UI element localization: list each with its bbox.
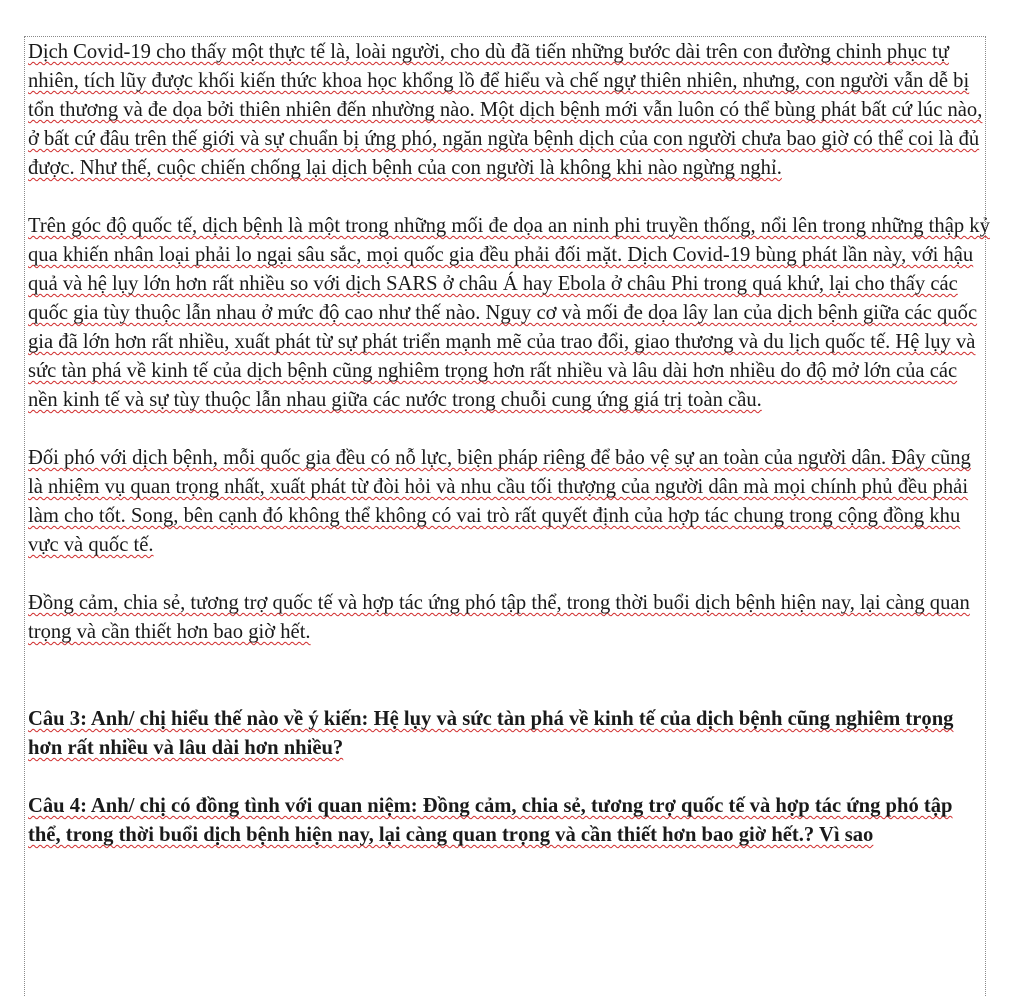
question-3: Câu 3: Anh/ chị hiểu thế nào về ý kiến: Hệ lụy và sức tàn phá về kinh tế của dịch bệnh cũng nghiêm trọng hơn rất nhiều và lâu dài hơn nhiều?	[28, 708, 954, 759]
paragraph-2: Trên góc độ quốc tế, dịch bệnh là một trong những mối đe dọa an ninh phi truyền thống, nổi lên trong những thập kỷ qua khiến nhân loại phải lo ngại sâu sắc, mọi quốc gia đều phải đối mặt. Dịch Covid-19 bùng phát lần này, với hậu quả và hệ lụy lớn hơn rất nhiều so với dịch SARS ở châu Á hay Ebola ở châu Phi trong quá khứ, lại cho thấy các quốc gia tùy thuộc lẫn nhau ở mức độ cao như thế nào. Nguy cơ và mối đe dọa lây lan của dịch bệnh giữa các quốc gia đã lớn hơn rất nhiều, xuất phát từ sự phát triển mạnh mẽ của trao đổi, giao thương và du lịch quốc tế. Hệ lụy và sức tàn phá về kinh tế của dịch bệnh cũng nghiêm trọng hơn rất nhiều và lâu dài hơn nhiều do độ mở lớn của các nền kinh tế và sự tùy thuộc lẫn nhau giữa các nước trong chuỗi cung ứng giá trị toàn cầu.	[28, 215, 990, 411]
document-body[interactable]	[28, 38, 990, 879]
blank-line	[28, 676, 990, 705]
paragraph-4: Đồng cảm, chia sẻ, tương trợ quốc tế và hợp tác ứng phó tập thể, trong thời buổi dịch bệnh hiện nay, lại càng quan trọng và cần thiết hơn bao giờ hết.	[28, 592, 970, 643]
paragraph-1: Dịch Covid-19 cho thấy một thực tế là, loài người, cho dù đã tiến những bước dài trên con đường chinh phục tự nhiên, tích lũy được khối kiến thức khoa học khổng lồ để hiểu và chế ngự thiên nhiên, nhưng, con người vẫn dễ bị tổn thương và đe dọa bởi thiên nhiên đến nhường nào. Một dịch bệnh mới vẫn luôn có thể bùng phát bất cứ lúc nào, ở bất cứ đâu trên thế giới và sự chuẩn bị ứng phó, ngăn ngừa bệnh dịch của con người chưa bao giờ có thể coi là đủ được. Như thế, cuộc chiến chống lại dịch bệnh của con người là không khi nào ngừng nghỉ.	[28, 41, 983, 179]
document-page	[24, 36, 990, 996]
paragraph-3: Đối phó với dịch bệnh, mỗi quốc gia đều có nỗ lực, biện pháp riêng để bảo vệ sự an toàn của người dân. Đây cũng là nhiệm vụ quan trọng nhất, xuất phát từ đòi hỏi và nhu cầu tối thượng của người dân mà mọi chính phủ đều phải làm cho tốt. Song, bên cạnh đó không thể không có vai trò rất quyết định của hợp tác chung trong cộng đồng khu vực và quốc tế.	[28, 447, 971, 556]
question-4: Câu 4: Anh/ chị có đồng tình với quan niệm: Đồng cảm, chia sẻ, tương trợ quốc tế và hợp tác ứng phó tập thể, trong thời buổi dịch bệnh hiện nay, lại càng quan trọng và cần thiết hơn bao giờ hết.? Vì sao	[28, 795, 953, 846]
